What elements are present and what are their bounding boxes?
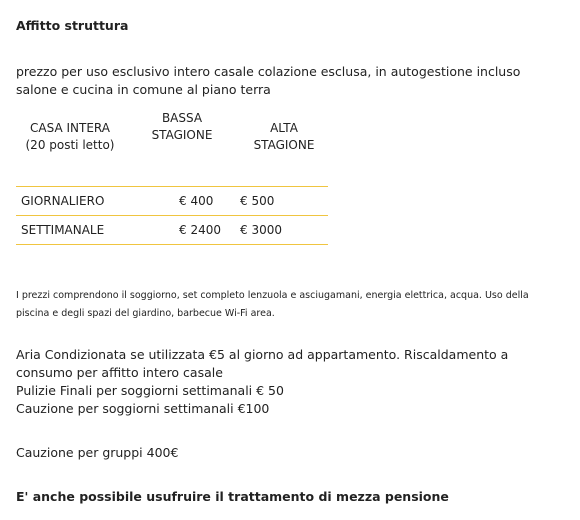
price-low-season: € 400 [179,193,214,208]
notes-block [16,346,564,418]
header-alta-stagione: ALTA STAGIONE [253,121,315,152]
table-header-row [16,106,328,186]
note-weekly-deposit: Cauzione per soggiorni settimanali €100 [16,401,270,416]
half-board-text: E' anche possibile usufruire il trattamento di mezza pensione [16,489,449,504]
group-deposit-text: Cauzione per gruppi 400€ [16,445,179,460]
table-row [16,186,328,215]
table-row [16,215,328,244]
page-title: Affitto struttura [16,18,129,33]
price-high-season: € 500 [240,193,275,208]
price-low-season: € 2400 [179,222,221,237]
intro-text: prezzo per uso esclusivo intero casale colazione esclusa, in autogestione incluso salone e cucina in comune al piano terra [16,64,521,97]
note-air-conditioning: Aria Condizionata se utilizzata €5 al giorno ad appartamento. Riscaldamento a consumo per affitto intero casale [16,347,509,380]
price-high-season: € 3000 [240,222,282,237]
header-bassa-stagione: BASSA STAGIONE [151,111,213,142]
price-table [16,106,328,245]
note-final-cleaning: Pulizie Finali per soggiorni settimanali € 50 [16,383,284,398]
includes-text: I prezzi comprendono il soggiorno, set completo lenzuola e asciugamani, energia elettrica, acqua. Uso della piscina e degli spazi del giardino, barbecue Wi-Fi area. [16,290,529,319]
header-casa-intera: CASA INTERA (20 posti letto) [25,121,115,152]
row-label: SETTIMANALE [21,222,105,237]
row-label: GIORNALIERO [21,193,105,208]
